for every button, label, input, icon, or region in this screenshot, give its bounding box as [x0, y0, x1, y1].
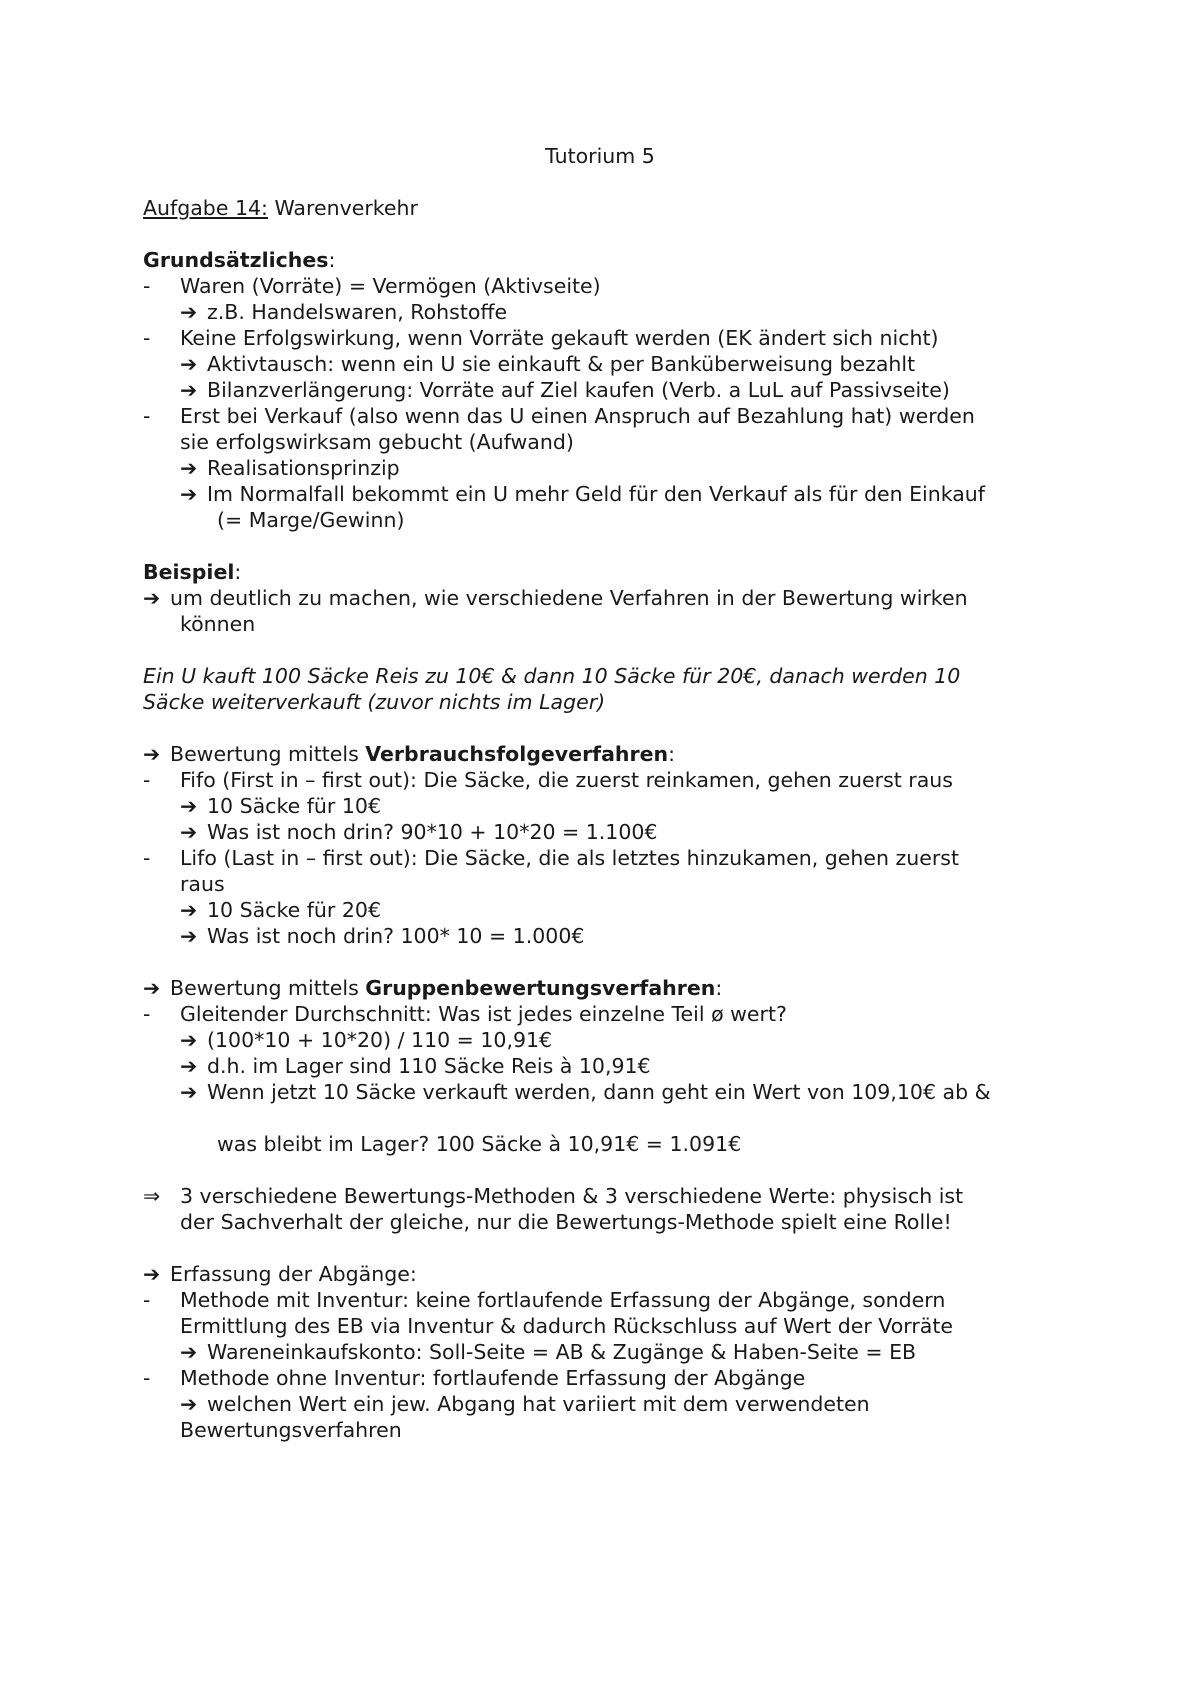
list-item: - Fifo (First in – first out): Die Säcke, die zuerst reinkamen, gehen zuerst raus: [143, 768, 953, 792]
section-heading-grundsaetzliches: Grundsätzliches:: [143, 248, 336, 272]
sub-item-continuation: was bleibt im Lager? 100 Säcke à 10,91€ = 1.091€: [217, 1132, 742, 1156]
section-heading-beispiel: Beispiel:: [143, 560, 242, 584]
list-item: - Waren (Vorräte) = Vermögen (Aktivseite): [143, 274, 601, 298]
sub-item: ➔ (100*10 + 10*20) / 110 = 10,91€: [180, 1028, 553, 1052]
sub-item: ➔ z.B. Handelswaren, Rohstoffe: [180, 300, 508, 324]
arrow-icon: ➔: [180, 898, 198, 922]
arrow-line: ➔ um deutlich zu machen, wie verschiedene Verfahren in der Bewertung wirken: [143, 586, 968, 610]
arrow-icon: ➔: [180, 456, 198, 480]
sub-item: ➔ 10 Säcke für 20€: [180, 898, 381, 922]
arrow-icon: ➔: [180, 820, 198, 844]
sub-item: ➔ Was ist noch drin? 100* 10 = 1.000€: [180, 924, 585, 948]
arrow-icon: ➔: [180, 1340, 198, 1364]
sub-item: ➔ d.h. im Lager sind 110 Säcke Reis à 10,91€: [180, 1054, 651, 1078]
sub-item: ➔ 10 Säcke für 10€: [180, 794, 381, 818]
list-item-continuation: Ermittlung des EB via Inventur & dadurch Rückschluss auf Wert der Vorräte: [180, 1314, 953, 1338]
arrow-icon: ➔: [180, 352, 198, 376]
sub-item: ➔ welchen Wert ein jew. Abgang hat variiert mit dem verwendeten: [180, 1392, 870, 1416]
sub-item-continuation: (= Marge/Gewinn): [217, 508, 405, 532]
list-item: - Lifo (Last in – first out): Die Säcke, die als letztes hinzukamen, gehen zuerst: [143, 846, 959, 870]
arrow-icon: ➔: [180, 1080, 198, 1104]
arrow-icon: ➔: [143, 976, 161, 1000]
arrow-icon: ➔: [180, 794, 198, 818]
arrow-icon: ➔: [180, 378, 198, 402]
list-item: - Gleitender Durchschnitt: Was ist jedes einzelne Teil ø wert?: [143, 1002, 787, 1026]
list-item: - Methode mit Inventur: keine fortlaufende Erfassung der Abgänge, sondern: [143, 1288, 946, 1312]
arrow-icon: ➔: [180, 1028, 198, 1052]
sub-item-continuation: Bewertungsverfahren: [180, 1418, 402, 1442]
list-item: - Methode ohne Inventur: fortlaufende Erfassung der Abgänge: [143, 1366, 806, 1390]
conclusion-line: ⇒ 3 verschiedene Bewertungs-Methoden & 3 verschiedene Werte: physisch ist: [143, 1184, 964, 1208]
arrow-line-continuation: können: [180, 612, 256, 636]
list-item-continuation: raus: [180, 872, 225, 896]
sub-item: ➔ Aktivtausch: wenn ein U sie einkauft & per Banküberweisung bezahlt: [180, 352, 916, 376]
arrow-icon: ➔: [180, 300, 198, 324]
section-heading-gruppenbewertung: ➔ Bewertung mittels Gruppenbewertungsverfahren:: [143, 976, 723, 1000]
sub-item: ➔ Wenn jetzt 10 Säcke verkauft werden, dann geht ein Wert von 109,10€ ab &: [180, 1080, 991, 1104]
sub-item: ➔ Bilanzverlängerung: Vorräte auf Ziel kaufen (Verb. a LuL auf Passivseite): [180, 378, 950, 402]
arrow-icon: ➔: [180, 482, 198, 506]
arrow-icon: ➔: [143, 1262, 161, 1286]
page-title: Tutorium 5: [545, 144, 655, 168]
arrow-icon: ➔: [143, 586, 161, 610]
task-topic: Warenverkehr: [267, 196, 418, 220]
sub-item: ➔ Was ist noch drin? 90*10 + 10*20 = 1.100€: [180, 820, 658, 844]
arrow-icon: ➔: [180, 1392, 198, 1416]
list-item: - Keine Erfolgswirkung, wenn Vorräte gekauft werden (EK ändert sich nicht): [143, 326, 939, 350]
list-item: - Erst bei Verkauf (also wenn das U einen Anspruch auf Bezahlung hat) werden: [143, 404, 975, 428]
sub-item: ➔ Wareneinkaufskonto: Soll-Seite = AB & Zugänge & Haben-Seite = EB: [180, 1340, 917, 1364]
arrow-icon: ➔: [143, 742, 161, 766]
task-label: Aufgabe 14:: [143, 196, 268, 220]
list-item-continuation: sie erfolgswirksam gebucht (Aufwand): [180, 430, 574, 454]
example-case: Ein U kauft 100 Säcke Reis zu 10€ & dann 10 Säcke für 20€, danach werden 10: [143, 664, 961, 688]
sub-item: ➔ Realisationsprinzip: [180, 456, 400, 480]
task-line: [143, 195, 418, 221]
example-case: Säcke weiterverkauft (zuvor nichts im Lager): [143, 690, 606, 714]
sub-item: ➔ Im Normalfall bekommt ein U mehr Geld für den Verkauf als für den Einkauf: [180, 482, 985, 506]
arrow-icon: ➔: [180, 924, 198, 948]
section-heading-verbrauchsfolge: ➔ Bewertung mittels Verbrauchsfolgeverfahren:: [143, 742, 676, 766]
conclusion-continuation: der Sachverhalt der gleiche, nur die Bewertungs-Methode spielt eine Rolle!: [180, 1210, 952, 1234]
arrow-icon: ➔: [180, 1054, 198, 1078]
implies-icon: ⇒: [143, 1184, 161, 1208]
section-heading-erfassung: ➔ Erfassung der Abgänge:: [143, 1262, 417, 1286]
